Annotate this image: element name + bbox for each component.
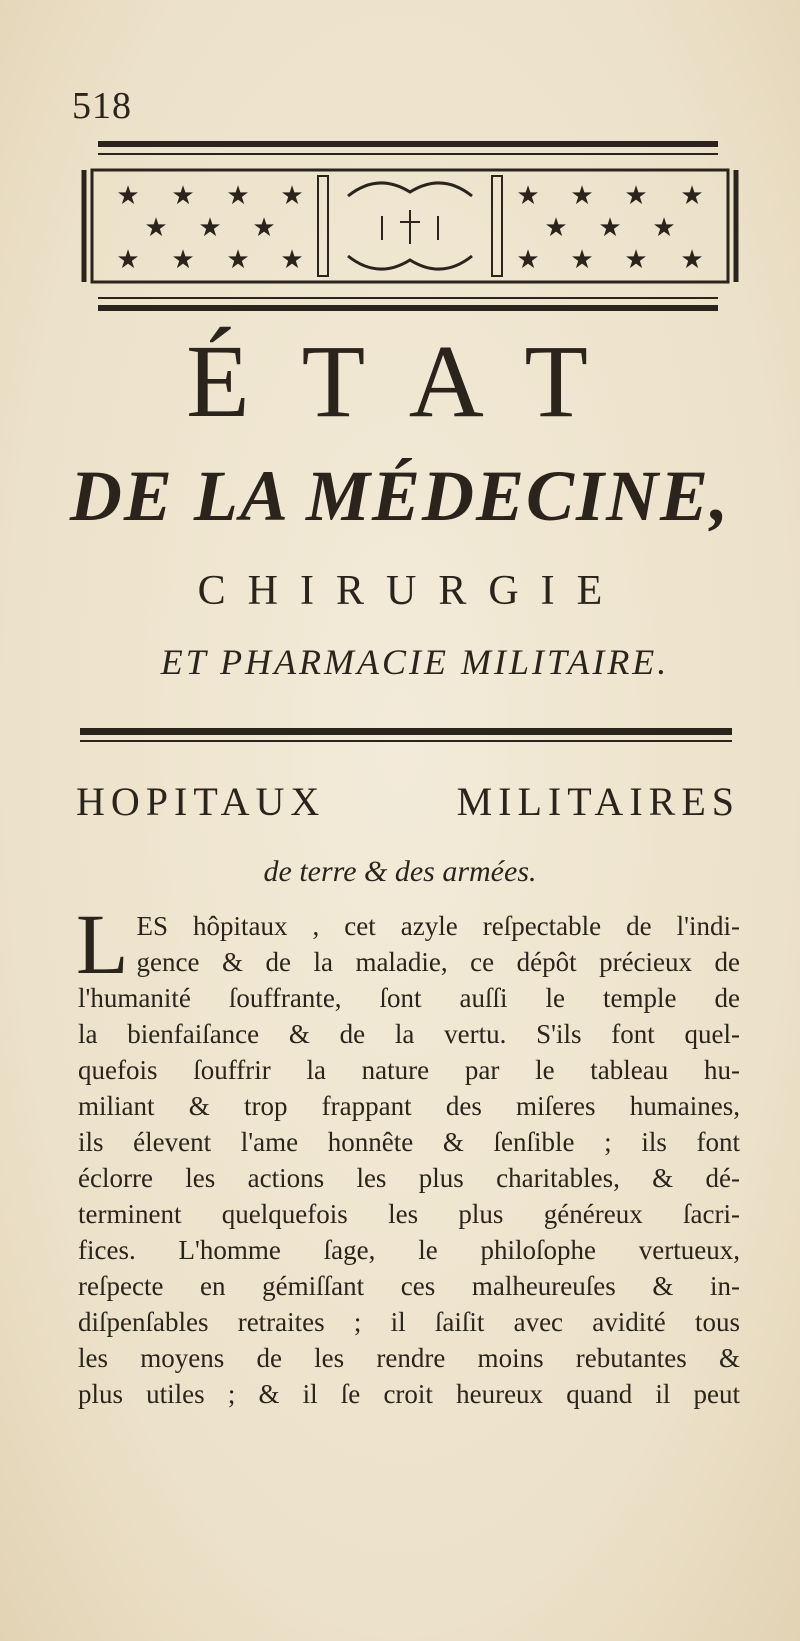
text-line: quefois ſouffrir la nature par le tableau hu- xyxy=(78,1055,740,1085)
text-line: plus utiles ; & il ſe croit heureux quand il peut xyxy=(78,1379,740,1409)
text-line: gence & de la maladie, ce dépôt précieux de xyxy=(136,947,740,977)
svg-text:★: ★ xyxy=(280,245,304,275)
svg-text:★: ★ xyxy=(198,213,222,243)
svg-text:★: ★ xyxy=(570,181,594,211)
text-line: miliant & trop frappant des miſeres humaines, xyxy=(78,1091,740,1121)
section-subtitle: de terre & des armées. xyxy=(263,855,537,888)
svg-text:★: ★ xyxy=(280,181,304,211)
text-line: éclorre les actions les plus charitables, & dé- xyxy=(78,1163,740,1193)
svg-text:★: ★ xyxy=(598,213,622,243)
svg-text:★: ★ xyxy=(226,181,250,211)
text-line: reſpecte en gémiſſant ces malheureuſes & in- xyxy=(78,1271,740,1301)
svg-text:★: ★ xyxy=(680,245,704,275)
text-line: l'humanité ſouffrante, ſont auſſi le temple de xyxy=(78,983,740,1013)
text-line: la bienfaiſance & de la vertu. S'ils font quel- xyxy=(78,1019,740,1049)
text-line: fices. L'homme ſage, le philoſophe vertueux, xyxy=(78,1235,740,1265)
svg-text:★: ★ xyxy=(570,245,594,275)
svg-text:★: ★ xyxy=(544,213,568,243)
title-etat: ÉTAT xyxy=(186,324,640,439)
svg-text:★: ★ xyxy=(624,181,648,211)
ornamental-headpiece xyxy=(78,136,742,316)
svg-text:★: ★ xyxy=(516,181,540,211)
svg-text:★: ★ xyxy=(171,245,195,275)
svg-text:★: ★ xyxy=(516,245,540,275)
svg-text:★: ★ xyxy=(680,181,704,211)
drop-cap: L xyxy=(76,896,129,992)
svg-text:★: ★ xyxy=(116,181,140,211)
svg-text:★: ★ xyxy=(652,213,676,243)
svg-text:★: ★ xyxy=(116,245,140,275)
section-title xyxy=(76,779,740,824)
body-paragraph xyxy=(76,896,740,1412)
svg-text:★: ★ xyxy=(144,213,168,243)
title-chirurgie: CHIRURGIE xyxy=(197,568,625,614)
svg-text:★: ★ xyxy=(252,213,276,243)
page-number: 518 xyxy=(72,85,132,127)
svg-text:★: ★ xyxy=(171,181,195,211)
section-title-word: HOPITAUX xyxy=(76,779,326,824)
text-line: ES hôpitaux , cet azyle reſpectable de l'indi- xyxy=(136,911,740,941)
svg-text:★: ★ xyxy=(624,245,648,275)
title-medecine: DE LA MÉDECINE, xyxy=(69,456,731,536)
text-line: ils élevent l'ame honnête & ſenſible ; ils font xyxy=(78,1127,740,1157)
text-line: les moyens de les rendre moins rebutantes & xyxy=(78,1343,740,1373)
text-line: terminent quelquefois les plus généreux ſacri- xyxy=(78,1199,740,1229)
svg-text:★: ★ xyxy=(226,245,250,275)
text-line: diſpenſables retraites ; il ſaiſit avec avidité tous xyxy=(78,1307,740,1337)
title-pharmacie: ET PHARMACIE MILITAIRE. xyxy=(160,642,670,682)
divider-rule xyxy=(80,728,732,744)
section-title-word: MILITAIRES xyxy=(456,779,740,824)
